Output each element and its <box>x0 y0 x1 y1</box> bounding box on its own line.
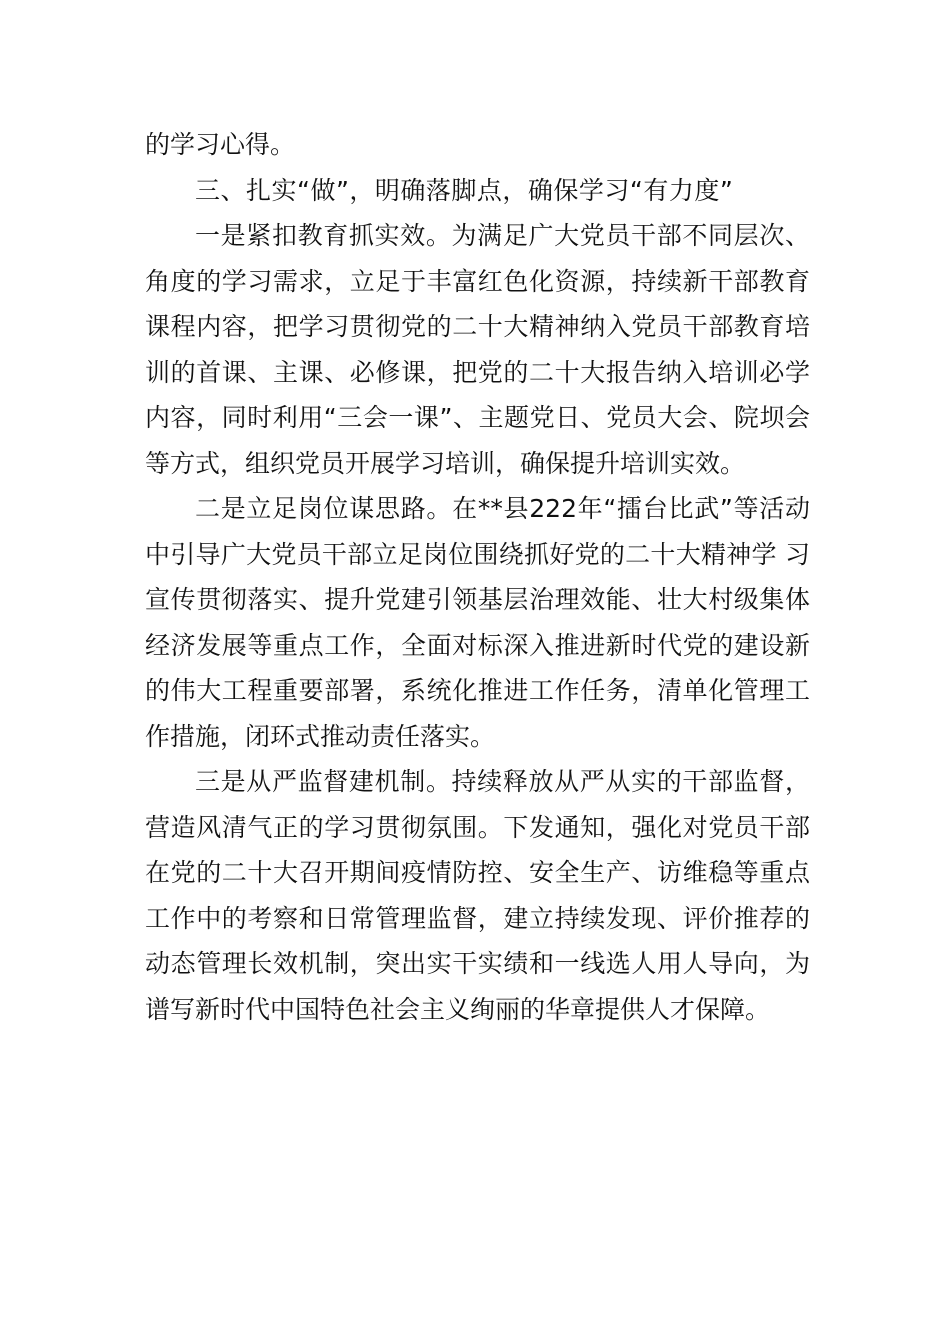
paragraph-post: 二是立足岗位谋思路。在**县222年“擂台比武”等活动中引导广大党员干部立足岗位围绕抓好党的二十大精神学 习宣传贯彻落实、提升党建引领基层治理效能、壮大村级集体经济发展等重点工作，全面对标深入推进新时代党的建设新的伟大工程重要部署，系统化推进工作任务，清单化管理工作措施，闭环式推动责任落实。 <box>145 494 810 751</box>
document-body <box>145 122 810 1032</box>
section-heading: 三、扎实“做”，明确落脚点，确保学习“有力度” <box>195 175 734 205</box>
paragraph-supervision: 三是从严监督建机制。持续释放从严从实的干部监督，营造风清气正的学习贯彻氛围。下发通知，强化对党员干部在党的二十大召开期间疫情防控、安全生产、访维稳等重点工作中的考察和日常管理监督，建立持续发现、评价推荐的动态管理长效机制，突出实干实绩和一线选人用人导向，为谱写新时代中国特色社会主义绚丽的华章提供人才保障。 <box>145 767 810 1024</box>
paragraph-education: 一是紧扣教育抓实效。为满足广大党员干部不同层次、角度的学习需求，立足于丰富红色化资源，持续新干部教育课程内容，把学习贯彻党的二十大精神纳入党员干部教育培训的首课、主课、必修课，把党的二十大报告纳入培训必学内容，同时利用“三会一课”、主题党日、党员大会、院坝会等方式，组织党员开展学习培训，确保提升培训实效。 <box>145 221 810 478</box>
paragraph-continuation: 的学习心得。 <box>145 130 296 159</box>
